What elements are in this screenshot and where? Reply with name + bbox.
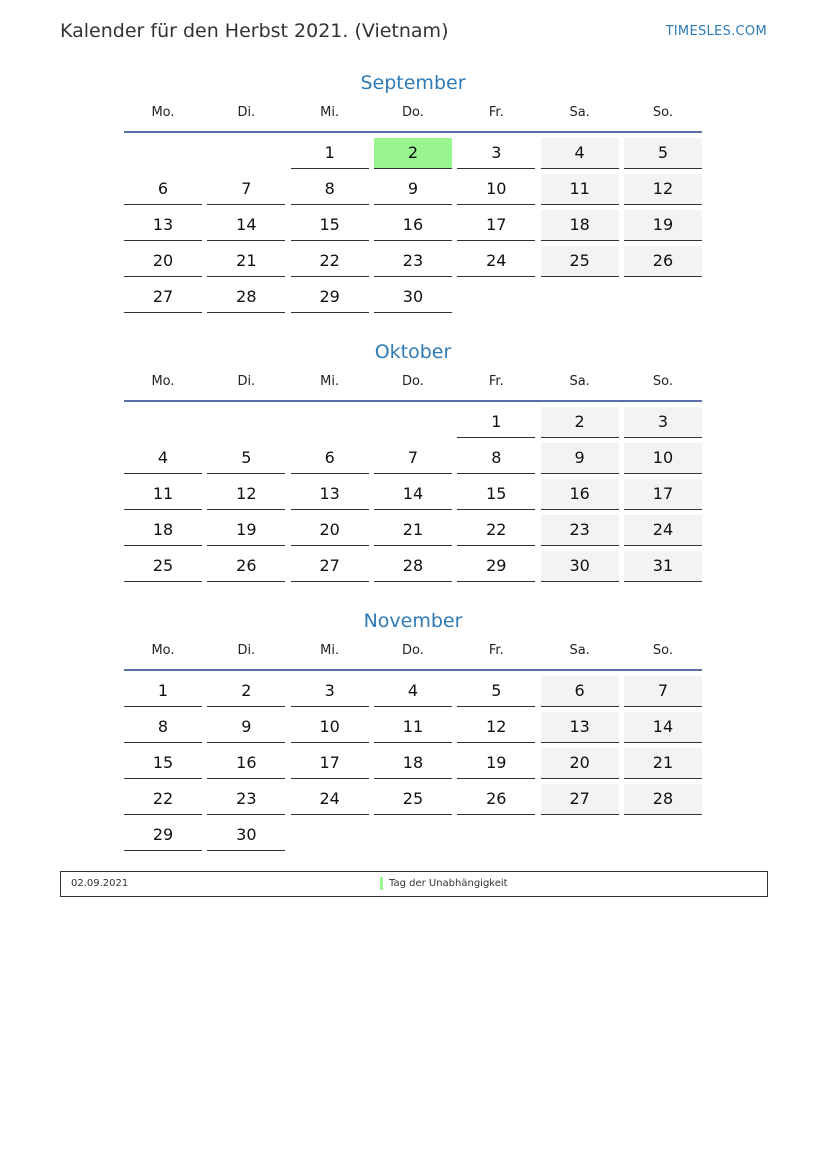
- day-cell: 8: [457, 443, 535, 474]
- week-row: [124, 551, 702, 582]
- day-cell: 23: [541, 515, 619, 546]
- empty-day-cell: [291, 407, 369, 437]
- week-row: [124, 174, 702, 205]
- day-cell: 22: [291, 246, 369, 277]
- day-cell: 17: [457, 210, 535, 241]
- day-cell: 29: [457, 551, 535, 582]
- day-cell: 26: [207, 551, 285, 582]
- month-1: [124, 339, 702, 582]
- day-cell: 3: [457, 138, 535, 169]
- day-cell: 16: [541, 479, 619, 510]
- holiday-color-swatch: [380, 877, 383, 890]
- day-cell: 2: [541, 407, 619, 438]
- day-cell: 7: [624, 676, 702, 707]
- day-cell: 6: [541, 676, 619, 707]
- day-cell: 20: [124, 246, 202, 277]
- day-cell: 15: [291, 210, 369, 241]
- day-cell: 14: [374, 479, 452, 510]
- day-cell: 25: [374, 784, 452, 815]
- day-cell: 5: [457, 676, 535, 707]
- day-cell: 30: [374, 282, 452, 313]
- day-cell: 3: [624, 407, 702, 438]
- day-cell: 4: [124, 443, 202, 474]
- day-cell: 26: [624, 246, 702, 277]
- day-cell: 1: [124, 676, 202, 707]
- day-cell: 13: [291, 479, 369, 510]
- weekday-label: So.: [652, 643, 674, 658]
- empty-day-cell: [124, 138, 202, 168]
- day-cell: 23: [207, 784, 285, 815]
- empty-day-cell: [624, 282, 702, 312]
- week-row: [124, 443, 702, 474]
- day-cell: 11: [374, 712, 452, 743]
- week-row: [124, 138, 702, 169]
- day-cell: 13: [541, 712, 619, 743]
- day-cell: 27: [124, 282, 202, 313]
- weekday-label: Mo.: [151, 643, 175, 658]
- day-cell: 5: [207, 443, 285, 474]
- day-cell: 24: [624, 515, 702, 546]
- day-cell: 20: [541, 748, 619, 779]
- day-cell: 1: [291, 138, 369, 169]
- day-cell: 24: [291, 784, 369, 815]
- day-cell: 5: [624, 138, 702, 169]
- week-row: [124, 282, 702, 313]
- day-cell: 27: [291, 551, 369, 582]
- week-row: [124, 676, 702, 707]
- weekday-label: So.: [652, 105, 674, 120]
- day-cell: 7: [207, 174, 285, 205]
- weekday-label: Sa.: [569, 105, 590, 120]
- weekday-label: Fr.: [488, 643, 504, 658]
- weekday-label: Sa.: [569, 374, 590, 389]
- day-cell: 28: [374, 551, 452, 582]
- empty-day-cell: [374, 407, 452, 437]
- holiday-legend: [60, 871, 768, 897]
- page-title: Kalender für den Herbst 2021. (Vietnam): [60, 20, 449, 42]
- month-2: [124, 608, 702, 851]
- empty-day-cell: [541, 282, 619, 312]
- day-cell: 8: [291, 174, 369, 205]
- header-divider: [124, 131, 702, 133]
- legend-date: 02.09.2021: [71, 878, 129, 889]
- brand-link[interactable]: TIMESLES.COM: [665, 24, 767, 39]
- weekday-label: Mi.: [320, 643, 340, 658]
- day-cell: 12: [457, 712, 535, 743]
- weekday-label: Fr.: [488, 105, 504, 120]
- empty-day-cell: [207, 138, 285, 168]
- week-row: [124, 515, 702, 546]
- empty-day-cell: [374, 820, 452, 850]
- day-cell: 18: [541, 210, 619, 241]
- day-cell: 30: [541, 551, 619, 582]
- day-cell: 28: [624, 784, 702, 815]
- day-cell: 30: [207, 820, 285, 851]
- day-cell: 15: [457, 479, 535, 510]
- day-cell: 16: [207, 748, 285, 779]
- day-cell: 23: [374, 246, 452, 277]
- header-divider: [124, 400, 702, 402]
- day-cell: 12: [624, 174, 702, 205]
- weekday-header: [124, 374, 702, 392]
- week-row: [124, 784, 702, 815]
- day-cell: 11: [541, 174, 619, 205]
- day-cell: 3: [291, 676, 369, 707]
- day-cell: 10: [624, 443, 702, 474]
- day-cell: 11: [124, 479, 202, 510]
- empty-day-cell: [624, 820, 702, 850]
- day-cell: 20: [291, 515, 369, 546]
- empty-day-cell: [457, 820, 535, 850]
- day-cell: 16: [374, 210, 452, 241]
- weekday-label: Mo.: [151, 105, 175, 120]
- day-cell: 17: [624, 479, 702, 510]
- day-cell: 10: [291, 712, 369, 743]
- day-cell: 26: [457, 784, 535, 815]
- day-cell: 19: [207, 515, 285, 546]
- day-cell: 28: [207, 282, 285, 313]
- day-cell: 4: [541, 138, 619, 169]
- day-cell: 21: [207, 246, 285, 277]
- week-row: [124, 712, 702, 743]
- month-name: Oktober: [374, 341, 452, 363]
- day-cell: 29: [291, 282, 369, 313]
- week-row: [124, 407, 702, 438]
- month-name: November: [363, 610, 463, 632]
- weekday-label: Fr.: [488, 374, 504, 389]
- day-cell: 25: [541, 246, 619, 277]
- weekday-label: Do.: [402, 105, 424, 120]
- weekday-label: Mi.: [320, 374, 340, 389]
- day-cell: 27: [541, 784, 619, 815]
- day-cell: 21: [624, 748, 702, 779]
- weekday-label: Di.: [237, 374, 256, 389]
- empty-day-cell: [291, 820, 369, 850]
- day-cell: 12: [207, 479, 285, 510]
- day-cell: 2: [207, 676, 285, 707]
- weekday-header: [124, 105, 702, 123]
- day-cell: 9: [207, 712, 285, 743]
- day-cell: 14: [624, 712, 702, 743]
- empty-day-cell: [124, 407, 202, 437]
- day-cell: 31: [624, 551, 702, 582]
- empty-day-cell: [541, 820, 619, 850]
- day-cell: 18: [374, 748, 452, 779]
- day-cell: 9: [374, 174, 452, 205]
- legend-holiday-name: Tag der Unabhängigkeit: [389, 878, 508, 889]
- weekday-label: Do.: [402, 374, 424, 389]
- week-row: [124, 246, 702, 277]
- day-cell: 22: [124, 784, 202, 815]
- day-cell: 8: [124, 712, 202, 743]
- weekday-header: [124, 643, 702, 661]
- week-row: [124, 479, 702, 510]
- day-cell: 2: [374, 138, 452, 169]
- day-cell: 6: [291, 443, 369, 474]
- day-cell: 17: [291, 748, 369, 779]
- weekday-label: Di.: [237, 105, 256, 120]
- header-divider: [124, 669, 702, 671]
- day-cell: 29: [124, 820, 202, 851]
- month-name: September: [360, 72, 466, 94]
- day-cell: 6: [124, 174, 202, 205]
- day-cell: 25: [124, 551, 202, 582]
- weekday-label: Do.: [402, 643, 424, 658]
- day-cell: 19: [624, 210, 702, 241]
- day-cell: 1: [457, 407, 535, 438]
- weekday-label: Mo.: [151, 374, 175, 389]
- month-0: [124, 70, 702, 313]
- day-cell: 15: [124, 748, 202, 779]
- week-row: [124, 210, 702, 241]
- weekday-label: Mi.: [320, 105, 340, 120]
- empty-day-cell: [207, 407, 285, 437]
- empty-day-cell: [457, 282, 535, 312]
- day-cell: 14: [207, 210, 285, 241]
- day-cell: 24: [457, 246, 535, 277]
- weekday-label: Sa.: [569, 643, 590, 658]
- weekday-label: So.: [652, 374, 674, 389]
- day-cell: 10: [457, 174, 535, 205]
- day-cell: 21: [374, 515, 452, 546]
- day-cell: 9: [541, 443, 619, 474]
- weekday-label: Di.: [237, 643, 256, 658]
- day-cell: 22: [457, 515, 535, 546]
- week-row: [124, 820, 702, 851]
- week-row: [124, 748, 702, 779]
- day-cell: 19: [457, 748, 535, 779]
- day-cell: 13: [124, 210, 202, 241]
- day-cell: 18: [124, 515, 202, 546]
- day-cell: 4: [374, 676, 452, 707]
- day-cell: 7: [374, 443, 452, 474]
